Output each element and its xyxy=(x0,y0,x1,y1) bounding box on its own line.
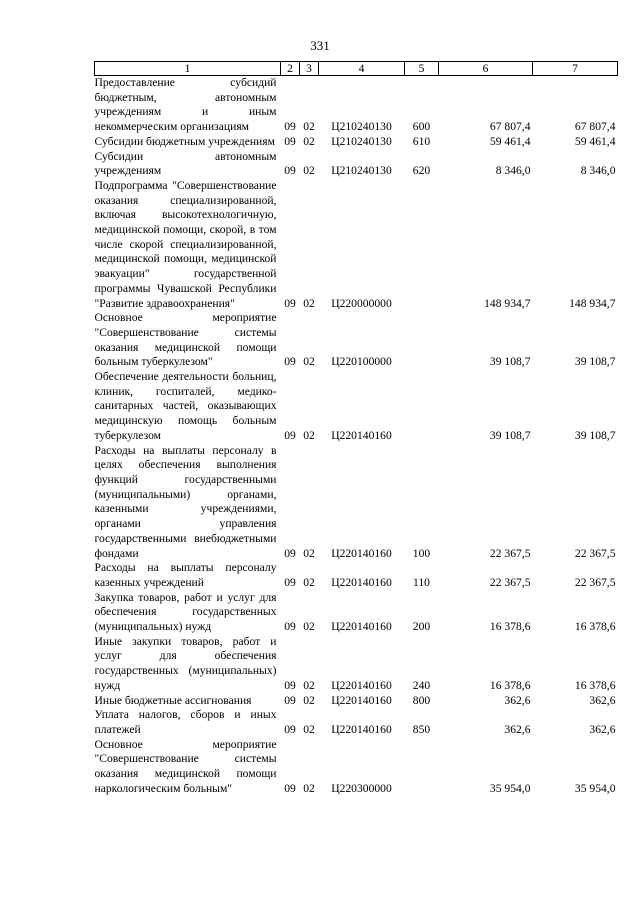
section-code: 09 xyxy=(284,164,296,178)
subsection-code: 02 xyxy=(303,678,315,692)
column-header-4: 4 xyxy=(319,62,405,76)
row-name: Обеспечение деятельности больниц, клиник, госпиталей, медико-санитарных частей, оказывающих медицинскую помощь больным туберкулезом xyxy=(94,370,277,442)
row-name: Уплата налогов, сборов и иных платежей xyxy=(94,708,277,736)
table-row xyxy=(95,708,618,737)
amount-year-2: 39 108,7 xyxy=(574,355,616,369)
budget-table xyxy=(94,61,618,796)
expense-type-code: 600 xyxy=(412,120,431,134)
target-article-code: Ц220140160 xyxy=(331,620,392,634)
amount-year-2: 59 461,4 xyxy=(574,134,616,148)
row-name: Расходы на выплаты персоналу казенных учреждений xyxy=(94,561,277,589)
subsection-code: 02 xyxy=(303,355,315,369)
table-row xyxy=(95,591,618,635)
expense-type-code xyxy=(405,311,439,370)
amount-year-1: 16 378,6 xyxy=(489,678,531,692)
column-header-3: 3 xyxy=(300,62,319,76)
expense-type-code xyxy=(405,738,439,797)
row-name: Подпрограмма "Совершенствование оказания специализированной, включая высокотехнологичную, медицинской помощи, скорой, в том числе скорой специализированной, медицинской помощи, медицинской эвакуации" государственной программы Чувашской Республики "Развитие здравоохранения" xyxy=(94,178,277,310)
table-row xyxy=(95,76,618,135)
table-row xyxy=(95,561,618,590)
target-article-code: Ц210240130 xyxy=(331,164,392,178)
row-name: Предоставление субсидий бюджетным, автономным учреждениям и иным некоммерческим организациям xyxy=(94,76,277,134)
subsection-code: 02 xyxy=(303,134,315,148)
section-code: 09 xyxy=(284,296,296,310)
target-article-code: Ц220000000 xyxy=(331,296,392,310)
row-name: Иные бюджетные ассигнования xyxy=(94,693,252,707)
row-name: Основное мероприятие "Совершенствование системы оказания медицинской помощи больным туберкулезом" xyxy=(94,311,277,369)
target-article-code: Ц220140160 xyxy=(331,428,392,442)
subsection-code: 02 xyxy=(303,296,315,310)
amount-year-2: 39 108,7 xyxy=(574,428,616,442)
expense-type-code: 110 xyxy=(413,575,430,589)
amount-year-1: 362,6 xyxy=(504,722,531,736)
amount-year-1: 67 807,4 xyxy=(489,120,531,134)
subsection-code: 02 xyxy=(303,546,315,560)
target-article-code: Ц210240130 xyxy=(331,134,392,148)
column-header-2: 2 xyxy=(281,62,300,76)
table-row xyxy=(95,635,618,694)
amount-year-2: 35 954,0 xyxy=(574,781,616,795)
section-code: 09 xyxy=(284,428,296,442)
amount-year-1: 22 367,5 xyxy=(489,546,531,560)
subsection-code: 02 xyxy=(303,164,315,178)
table-row xyxy=(95,694,618,709)
amount-year-2: 16 378,6 xyxy=(574,620,616,634)
section-code: 09 xyxy=(284,693,296,707)
expense-type-code: 610 xyxy=(412,134,431,148)
amount-year-1: 39 108,7 xyxy=(489,355,531,369)
row-name: Расходы на выплаты персоналу в целях обеспечения выполнения функций государственными (муниципальными) органами, казенными учреждениями, органами управления государственными внебюджетными фондами xyxy=(94,443,277,560)
target-article-code: Ц220140160 xyxy=(331,575,392,589)
row-name: Иные закупки товаров, работ и услуг для обеспечения государственных (муниципальных) нужд xyxy=(94,634,277,692)
table-row xyxy=(95,135,618,150)
subsection-code: 02 xyxy=(303,722,315,736)
section-code: 09 xyxy=(284,781,296,795)
amount-year-1: 22 367,5 xyxy=(489,575,531,589)
expense-type-code: 800 xyxy=(412,693,431,707)
section-code: 09 xyxy=(284,355,296,369)
table-row xyxy=(95,444,618,562)
section-code: 09 xyxy=(284,678,296,692)
column-header-7: 7 xyxy=(533,62,618,76)
subsection-code: 02 xyxy=(303,120,315,134)
target-article-code: Ц220140160 xyxy=(331,722,392,736)
amount-year-1: 8 346,0 xyxy=(495,164,531,178)
table-row xyxy=(95,370,618,444)
amount-year-2: 22 367,5 xyxy=(574,546,616,560)
expense-type-code: 620 xyxy=(412,164,431,178)
expense-type-code: 100 xyxy=(412,546,431,560)
amount-year-2: 148 934,7 xyxy=(569,296,616,310)
amount-year-2: 362,6 xyxy=(589,693,616,707)
table-row xyxy=(95,150,618,179)
amount-year-2: 22 367,5 xyxy=(574,575,616,589)
row-name: Закупка товаров, работ и услуг для обеспечения государственных (муниципальных) нужд xyxy=(94,590,277,634)
row-name: Субсидии бюджетным учреждениям xyxy=(94,134,275,148)
expense-type-code: 200 xyxy=(412,620,431,634)
section-code: 09 xyxy=(284,134,296,148)
column-header-6: 6 xyxy=(439,62,533,76)
amount-year-1: 16 378,6 xyxy=(489,620,531,634)
section-code: 09 xyxy=(284,620,296,634)
section-code: 09 xyxy=(284,546,296,560)
amount-year-2: 362,6 xyxy=(589,722,616,736)
column-header-1: 1 xyxy=(95,62,281,76)
amount-year-2: 16 378,6 xyxy=(574,678,616,692)
amount-year-1: 59 461,4 xyxy=(489,134,531,148)
expense-type-code xyxy=(405,370,439,444)
table-row xyxy=(95,311,618,370)
expense-type-code xyxy=(405,179,439,311)
amount-year-1: 35 954,0 xyxy=(489,781,531,795)
target-article-code: Ц220140160 xyxy=(331,693,392,707)
section-code: 09 xyxy=(284,722,296,736)
target-article-code: Ц220100000 xyxy=(331,355,392,369)
section-code: 09 xyxy=(284,120,296,134)
row-name: Субсидии автономным учреждениям xyxy=(94,149,277,178)
table-row xyxy=(95,738,618,797)
subsection-code: 02 xyxy=(303,693,315,707)
amount-year-1: 148 934,7 xyxy=(484,296,531,310)
target-article-code: Ц220140160 xyxy=(331,546,392,560)
target-article-code: Ц210240130 xyxy=(331,120,392,134)
table-body xyxy=(95,76,618,797)
subsection-code: 02 xyxy=(303,781,315,795)
page-number: 331 xyxy=(310,38,330,53)
expense-type-code: 240 xyxy=(412,678,431,692)
amount-year-2: 8 346,0 xyxy=(580,164,616,178)
target-article-code: Ц220300000 xyxy=(331,781,392,795)
subsection-code: 02 xyxy=(303,428,315,442)
amount-year-1: 362,6 xyxy=(504,693,531,707)
expense-type-code: 850 xyxy=(412,722,431,736)
column-header-5: 5 xyxy=(405,62,439,76)
amount-year-2: 67 807,4 xyxy=(574,120,616,134)
amount-year-1: 39 108,7 xyxy=(489,428,531,442)
table-row xyxy=(95,179,618,311)
section-code: 09 xyxy=(284,575,296,589)
subsection-code: 02 xyxy=(303,575,315,589)
target-article-code: Ц220140160 xyxy=(331,678,392,692)
subsection-code: 02 xyxy=(303,620,315,634)
header-row xyxy=(95,62,618,76)
row-name: Основное мероприятие "Совершенствование системы оказания медицинской помощи наркологическим больным" xyxy=(94,737,277,795)
